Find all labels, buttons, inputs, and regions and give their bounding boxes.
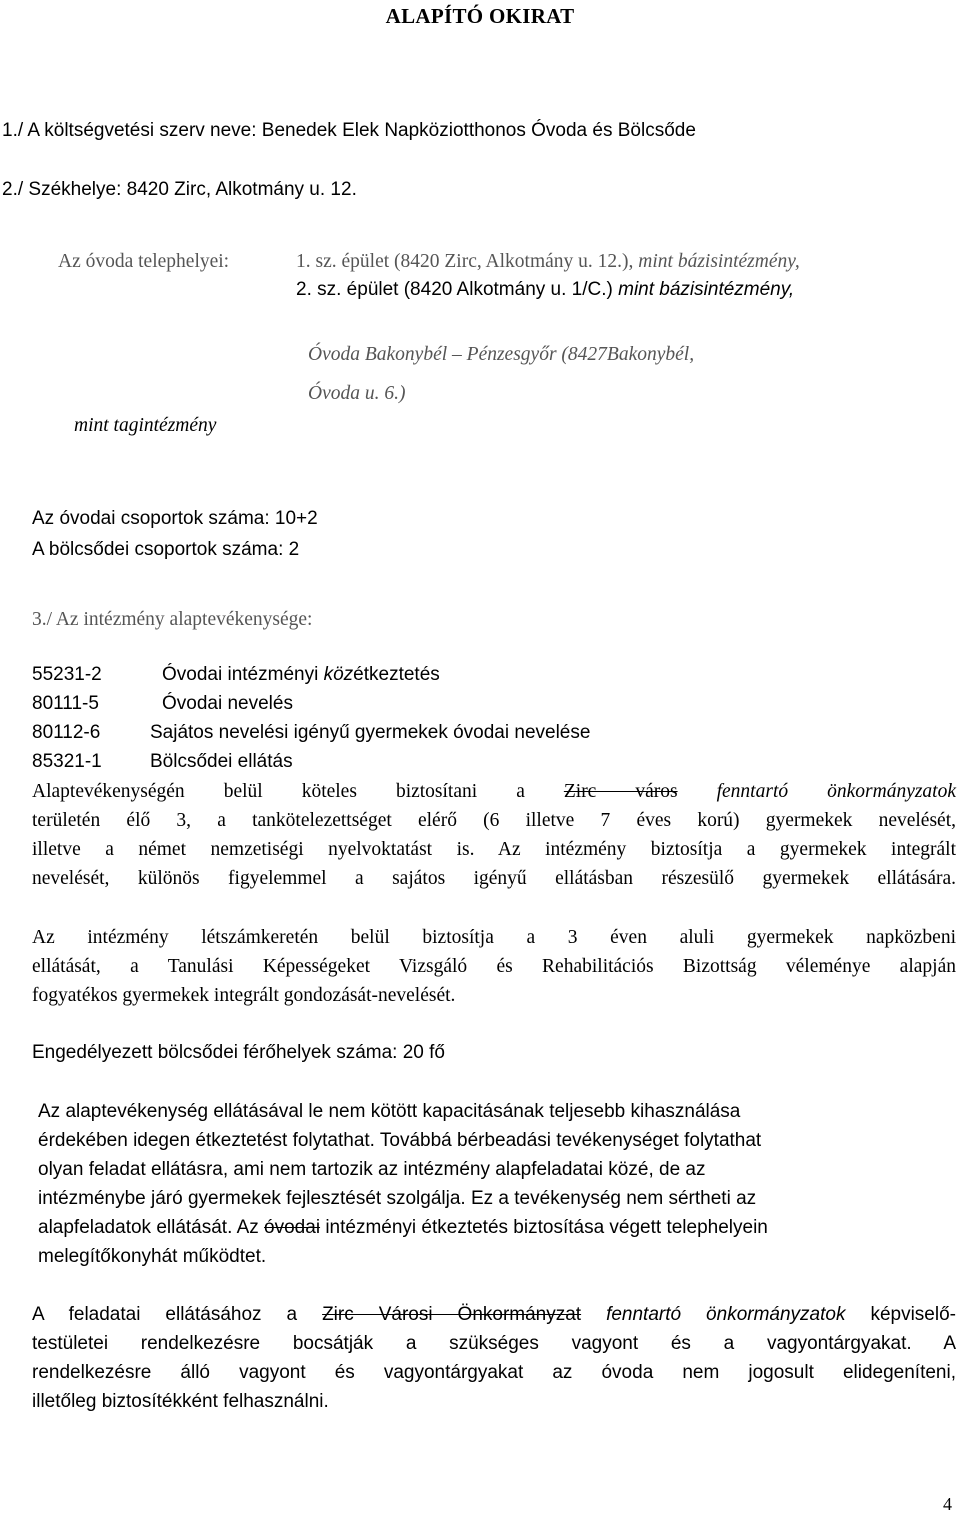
paragraph-4-line-3: rendelkezésre álló vagyont és vagyontárgyakat az óvoda nem jogosult elidegeníteni, bbox=[32, 1362, 956, 1383]
page-title: ALAPÍTÓ OKIRAT bbox=[385, 4, 575, 28]
activity-code: 80111-5 bbox=[32, 693, 99, 714]
site-2 bbox=[296, 279, 794, 302]
branch-line-2: Óvoda u. 6.) bbox=[308, 383, 406, 404]
activity-desc-italic: köz bbox=[323, 664, 354, 685]
activity-desc: Bölcsődei ellátás bbox=[150, 751, 293, 772]
paragraph-2-line-1: Az intézmény létszámkeretén belül biztosítja a 3 éven aluli gyermekek napközbeni bbox=[32, 927, 956, 948]
activity-desc bbox=[162, 664, 440, 687]
capacity: Engedélyezett bölcsődei férőhelyek száma: 20 fő bbox=[32, 1042, 445, 1063]
paragraph-2-line-2: ellátását, a Tanulási Képességeket Vizsgáló és Rehabilitációs Bizottság véleménye alapján bbox=[32, 956, 956, 977]
paragraph-3-line-6: melegítőkonyhát működtet. bbox=[38, 1246, 267, 1267]
paragraph-3-line-4: intézménybe járó gyermekek fejlesztését szolgálja. Ez a tevékenység nem sértheti az bbox=[38, 1188, 757, 1209]
text-run: képviselő- bbox=[870, 1304, 956, 1325]
kinder-groups: Az óvodai csoportok száma: 10+2 bbox=[32, 508, 318, 529]
text-run: A feladatai ellátásához a bbox=[32, 1304, 298, 1325]
paragraph-3-line-2: érdekében idegen étkeztetést folytathat. Továbbá bérbeadási tevékenységet folytathat bbox=[38, 1130, 762, 1151]
site-2-role: mint bázisintézmény, bbox=[618, 279, 795, 300]
branch-line-1: Óvoda Bakonybél – Pénzesgyőr (8427Bakonybél, bbox=[308, 344, 695, 365]
paragraph-1-line-1 bbox=[32, 780, 956, 803]
site-1-role: mint bázisintézmény, bbox=[638, 251, 800, 272]
nursery-groups: A bölcsődei csoportok száma: 2 bbox=[32, 539, 300, 560]
activity-code: 55231-2 bbox=[32, 664, 102, 685]
struck-text: Zirc város bbox=[563, 781, 678, 802]
activity-code: 80112-6 bbox=[32, 722, 101, 743]
paragraph-2-line-3: fogyatékos gyermekek integrált gondozását-nevelését. bbox=[32, 985, 456, 1006]
paragraph-4-line-2: testületei rendelkezésre bocsátják a szükséges vagyont és a vagyontárgyakat. A bbox=[32, 1333, 956, 1354]
page-number: 4 bbox=[943, 1494, 952, 1514]
paragraph-1-line-4: nevelését, különös figyelemmel a sajátos igényű ellátásban részesülő gyermekek ellátására. bbox=[32, 868, 956, 889]
activity-desc: Sajátos nevelési igényű gyermekek óvodai nevelése bbox=[150, 722, 591, 743]
activity-desc: Óvodai nevelés bbox=[162, 693, 293, 714]
paragraph-3-line-1: Az alaptevékenység ellátásával le nem kötött kapacitásának teljesebb kihasználása bbox=[38, 1101, 741, 1122]
text-run: Alaptevékenységén belül köteles biztosítani a bbox=[32, 781, 525, 802]
section-2-seat: 2./ Székhelye: 8420 Zirc, Alkotmány u. 12. bbox=[2, 179, 357, 200]
activity-desc-part: Óvodai intézményi bbox=[162, 664, 324, 685]
site-1 bbox=[296, 250, 800, 273]
paragraph-4-line-1 bbox=[32, 1304, 956, 1327]
section-1-name: 1./ A költségvetési szerv neve: Benedek Elek Napköziotthonos Óvoda és Bölcsőde bbox=[2, 120, 696, 141]
paragraph-3-line-3: olyan feladat ellátásra, ami nem tartozik az intézmény alapfeladatai közé, de az bbox=[38, 1159, 706, 1180]
branch-label: mint tagintézmény bbox=[74, 415, 217, 436]
italic-text: fenntartó önkormányzatok bbox=[606, 1304, 846, 1325]
text-run: alapfeladatok ellátását. Az bbox=[38, 1217, 259, 1238]
italic-text: fenntartó önkormányzatok bbox=[716, 781, 957, 802]
paragraph-1-line-3: illetve a német nemzetiségi nyelvoktatást is. Az intézmény biztosítja a gyermekek integrált bbox=[32, 839, 956, 860]
struck-text: óvodai bbox=[264, 1217, 321, 1238]
activity-desc-part: étkeztetés bbox=[353, 664, 440, 685]
paragraph-1-line-2: területén élő 3, a tankötelezettséget elérő (6 illetve 7 éves korú) gyermekek nevelését, bbox=[32, 810, 956, 831]
paragraph-4-line-4: illetőleg biztosítékként felhasználni. bbox=[32, 1391, 329, 1412]
site-2-address: 2. sz. épület (8420 Alkotmány u. 1/C.) bbox=[296, 279, 613, 300]
text-run: intézményi étkeztetés biztosítása végett telephelyein bbox=[325, 1217, 768, 1238]
site-1-address: 1. sz. épület (8420 Zirc, Alkotmány u. 12.), bbox=[296, 251, 634, 272]
section-3-heading: 3./ Az intézmény alaptevékenysége: bbox=[32, 609, 313, 630]
sites-label: Az óvoda telephelyei: bbox=[58, 251, 230, 272]
activity-code: 85321-1 bbox=[32, 751, 102, 772]
paragraph-3-line-5 bbox=[38, 1217, 768, 1240]
struck-text: Zirc Városi Önkormányzat bbox=[322, 1304, 582, 1325]
